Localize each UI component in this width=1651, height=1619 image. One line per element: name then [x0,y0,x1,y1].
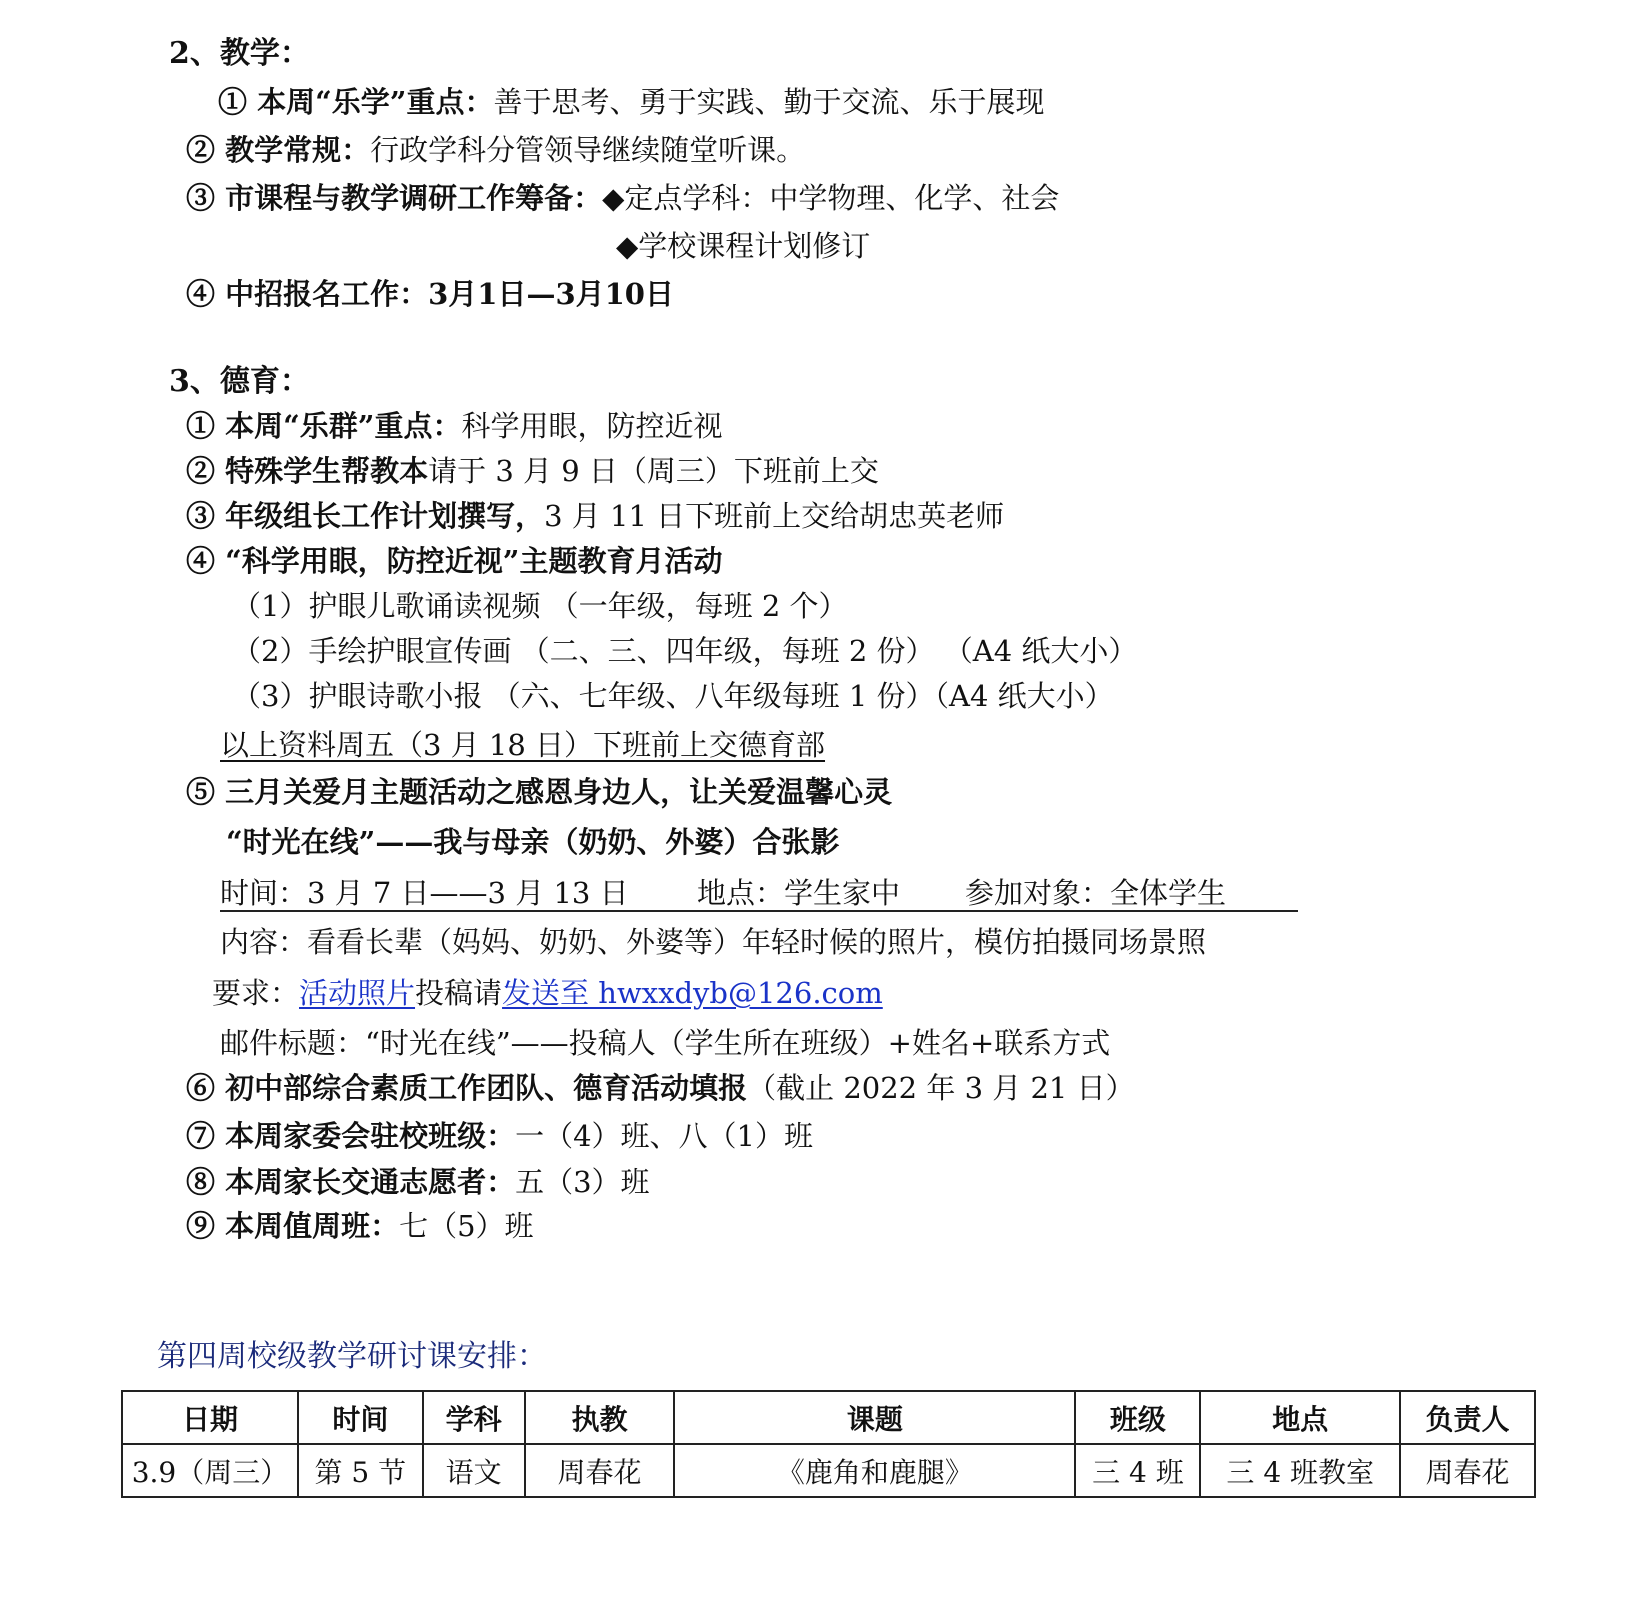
moral-item-3-label: ③ 年级组长工作计划撰写， [186,499,545,533]
moral-item-9-label: ⑨ 本周值周班： [186,1209,400,1243]
moral-item-8 [186,1162,650,1202]
header-teacher: 执教 [525,1391,675,1444]
moral-item-5-time: 时间：3 月 7 日——3 月 13 日 [220,876,629,910]
header-time: 时间 [298,1391,423,1444]
header-date: 日期 [122,1391,298,1444]
email-link[interactable]: 发送至 hwxxdyb@126.com [502,976,883,1010]
moral-item-4-note: 以上资料周五（3 月 18 日）下班前上交德育部 [220,728,826,762]
moral-item-7 [186,1116,813,1156]
moral-item-6 [186,1068,1135,1108]
teaching-item-3-line2: ◆学校课程计划修订 [616,229,871,263]
teaching-item-2 [186,130,805,170]
header-class: 班级 [1075,1391,1200,1444]
moral-item-5-mail-title: 邮件标题：“时光在线”——投稿人（学生所在班级）+姓名+联系方式 [220,1026,1111,1060]
teaching-item-1-label: ① 本周“乐学”重点： [218,85,494,119]
cell-class: 三 4 班 [1075,1444,1200,1497]
header-person-in-charge: 负责人 [1400,1391,1535,1444]
moral-item-5-requirement [212,973,883,1013]
divider-underline [220,910,1298,912]
moral-item-1-text: 科学用眼，防控近视 [461,409,723,443]
teaching-item-4: ④ 中招报名工作：3月1日—3月10日 [186,277,674,311]
teaching-item-3 [186,178,1059,218]
moral-item-2 [186,451,879,491]
moral-item-4-sub-2: （2）手绘护眼宣传画 （二、三、四年级，每班 2 份） （A4 纸大小） [232,634,1138,668]
moral-item-4-sub-1: （1）护眼儿歌诵读视频 （一年级，每班 2 个） [232,589,848,623]
moral-item-5: ⑤ 三月关爱月主题活动之感恩身边人，让关爱温馨心灵 [186,775,893,809]
schedule-title: 第四周校级教学研讨课安排： [157,1339,547,1374]
table-header-row [122,1391,1535,1444]
moral-item-2-text: 请于 3 月 9 日（周三）下班前上交 [428,454,879,488]
cell-teacher: 周春花 [525,1444,675,1497]
moral-item-6-label: ⑥ 初中部综合素质工作团队、德育活动填报 [186,1071,748,1105]
header-topic: 课题 [674,1391,1075,1444]
moral-item-3-text: 3 月 11 日下班前上交给胡忠英老师 [544,499,1005,533]
moral-item-4-sub-3: （3）护眼诗歌小报 （六、七年级、八年级每班 1 份）（A4 纸大小） [232,679,1114,713]
moral-item-5-target: 参加对象：全体学生 [965,876,1227,910]
moral-item-5-subtitle: “时光在线”——我与母亲（奶奶、外婆）合张影 [226,825,840,859]
header-location: 地点 [1200,1391,1400,1444]
moral-item-9 [186,1206,534,1246]
schedule-table [121,1390,1536,1498]
moral-item-1 [186,406,722,446]
teaching-heading: 2、教学： [169,36,310,71]
moral-item-6-text: （截止 2022 年 3 月 21 日） [747,1071,1135,1105]
header-subject: 学科 [423,1391,525,1444]
moral-item-5-place: 地点：学生家中 [697,876,901,910]
cell-location: 三 4 班教室 [1200,1444,1400,1497]
moral-item-7-text: 一（4）班、八（1）班 [515,1119,814,1153]
moral-item-3 [186,496,1004,536]
teaching-item-2-label: ② 教学常规： [186,133,371,167]
teaching-item-1-text: 善于思考、勇于实践、勤于交流、乐于展现 [493,85,1045,119]
cell-date: 3.9（周三） [122,1444,298,1497]
moral-item-7-label: ⑦ 本周家委会驻校班级： [186,1119,516,1153]
moral-item-8-label: ⑧ 本周家长交通志愿者： [186,1165,516,1199]
moral-item-1-label: ① 本周“乐群”重点： [186,409,462,443]
moral-item-2-label: ② 特殊学生帮教本 [186,454,429,488]
requirement-mid: 投稿请 [415,976,503,1010]
teaching-item-3-label: ③ 市课程与教学调研工作筹备： [186,181,603,215]
cell-person-in-charge: 周春花 [1400,1444,1535,1497]
teaching-item-3-text: ◆定点学科：中学物理、化学、社会 [602,181,1060,215]
cell-topic: 《鹿角和鹿腿》 [674,1444,1075,1497]
table-row [122,1444,1535,1497]
moral-item-9-text: 七（5）班 [399,1209,534,1243]
moral-item-8-text: 五（3）班 [515,1165,650,1199]
cell-time: 第 5 节 [298,1444,423,1497]
activity-photo-link[interactable]: 活动照片 [299,976,416,1010]
teaching-item-1 [218,82,1044,122]
moral-heading: 3、德育： [169,364,310,399]
requirement-prefix: 要求： [212,976,300,1010]
moral-item-4: ④ “科学用眼，防控近视”主题教育月活动 [186,544,723,578]
moral-item-5-content: 内容：看看长辈（妈妈、奶奶、外婆等）年轻时候的照片，模仿拍摄同场景照 [220,925,1207,959]
cell-subject: 语文 [423,1444,525,1497]
teaching-item-2-text: 行政学科分管领导继续随堂听课。 [370,133,806,167]
